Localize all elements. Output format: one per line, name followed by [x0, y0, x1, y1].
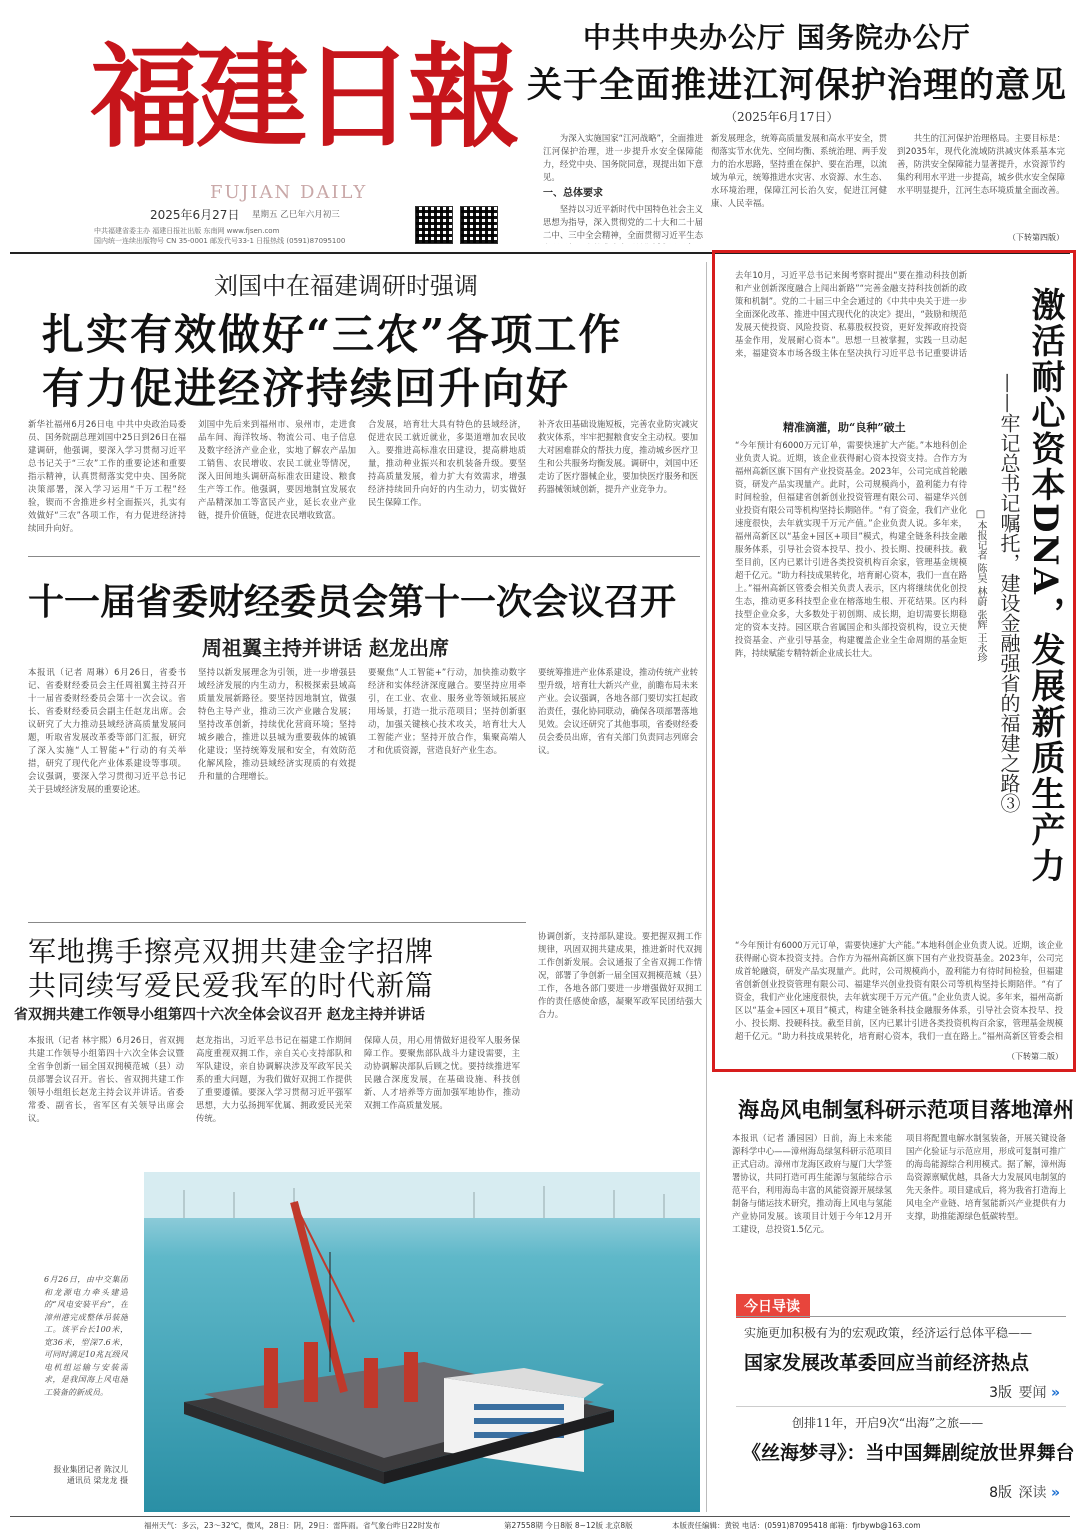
index-item1-link[interactable] — [989, 1382, 1060, 1402]
feature-section-title: 精准滴灌，助“良种”破土 — [783, 421, 906, 434]
masthead-date: 2025年6月27日 — [150, 208, 240, 222]
story4-col-1: 本报讯（记者 林宇熙）6月26日，省双拥共建工作领导小组第四十六次全体会议暨全省争创新一届全国双拥模范城（县）动员部署会议召开。省长、省双拥共建工作领导小组组长赵龙主持会议并讲话。省委常委、副省长，省军区有关领导出席会议。 — [28, 1035, 184, 1123]
masthead-info-1: 中共福建省委主办 福建日报社出版 东南网 www.fjsen.com — [94, 227, 280, 235]
story4-col-2: 赵龙指出，习近平总书记在福建工作期间高度重视双拥工作，亲自关心支持部队和军队建设，亲自协调解决涉及军政军民关系的重大问题，为我们做好双拥工作提供了重要遵循。要深入学习贯彻习近平强军思想，大力弘扬拥军优属、拥政爱民光荣传统。 — [196, 1035, 352, 1123]
chevron-right-icon: » — [1050, 1385, 1060, 1401]
feature-intro: 去年10月，习近平总书记来闽考察时提出“要在推动科技创新和产业创新深度融合上闯出新路”“完善金融支持科技创新的政策和机制”。党的二十届三中全会通过的《中共中央关于进一步全面深化改革、推进中国式现代化的决定》提出，“鼓励和规范发展天使投资、风险投资、私募股权投资，更好发挥政府投资基金作用，发展耐心资本”。思想一旦被掌握，实践一旦动起来，福建资本市场各级主体在坚决执行习近平总书记重要讲话 — [735, 270, 967, 358]
story-finance-committee — [28, 562, 700, 920]
story-liu-guozhong — [28, 262, 700, 552]
footer — [144, 1520, 1074, 1534]
divider-story3 — [28, 556, 700, 557]
today-index-tag: 今日导读 — [736, 1294, 810, 1318]
story-shuangyong — [14, 926, 704, 1166]
top-story-col-1: 为深入实施国家“江河战略”，全面推进江河保护治理，进一步提升水安全保障能力，经党中央、国务院同意，现提出如下意见。 一、总体要求 坚持以习近平新时代中国特色社会主义思想为指导，深入贯彻党的二十大和二十届二中、三中全会精神，全面贯彻习近平生态 — [543, 133, 703, 240]
feature-byline: □本报记者 陈昊 林蔚 张辉 王永珍 — [975, 509, 986, 663]
index-item1-page: 3版 — [989, 1385, 1013, 1401]
feature-body-wide: “今年预计有6000万元订单，需要快速扩大产能。”本地科创企业负责人说。近期，该企业获得耐心资本投资支持。合作方为福州高新区旗下国有产业投资基金。2023年，公司完成首轮融资，研发产品实现量产。此时，公司规模尚小，盈利能力有待时间检验，但福建省创新创业投资管理有限公司、福建华兴创业投资有限公司等机构坚持长期陪伴。“有了资金，我们产业化速度很快，去年就实现千万元产值。”企业负责人说。多年来，福州高新区以“基金+园区+项目”模式，构建全链条科技金融服务体系，引导社会资本投早、投小、投长期、投硬科技。截至目前，区内已累计引进各类投资机构百余家，管理基金规模超千亿元。“助力科技成果转化，培育耐心资本，我们一直在路上。”福州高新区管委会相 — [735, 940, 1063, 1041]
story4-headline-2: 共同续写爱民爱我军的时代新篇 — [28, 969, 435, 1002]
today-index-rule-2 — [736, 1406, 1066, 1407]
story3-col-2: 坚持以新发展理念为引领，进一步增强县域经济发展的内生动力，积极探索县域高质量发展新路径。要坚持因地制宜，做强特色主导产业，推动三次产业融合发展；坚持改革创新，持续优化营商环境；坚持城乡融合，推进以县城为重要载体的城镇化建设；坚持统筹发展和安全，有效防范化解风险，推动县域经济实现质的有效提升和量的合理增长。 — [198, 667, 356, 781]
index-item1-title[interactable]: 国家发展改革委回应当前经济热点 — [744, 1352, 1030, 1374]
masthead-weekday: 星期五 乙巳年六月初三 — [252, 210, 340, 220]
index-item2-section: 深读 — [1018, 1485, 1047, 1501]
story4-col-4: 协调创新，支持部队建设。要把握双拥工作规律，巩固双拥共建成果，推进新时代双拥工作创新发展。会议通报了全省双拥工作情况，部署了争创新一届全国双拥模范城（县）工作，各地各部门要进一步增强做好双拥工作的责任感使命感，凝聚军政军民团结强大合力。 — [538, 931, 702, 1019]
photo-credit-2: 通讯员 梁龙龙 摄 — [66, 1476, 128, 1485]
feature-vertical-subtitle: ——牢记总书记嘱托，建设金融强省的福建之路③ — [997, 373, 1021, 813]
divider-v-left — [706, 262, 707, 1512]
footer-issue: 第27558期 今日8版 8~12版 北京8版 — [504, 1521, 633, 1530]
story2-col-3: 合发展，培育壮大具有特色的县域经济，促进农民工就近就业，多渠道增加农民收入。要推进高标准农田建设，提高耕地质量，推动种业振兴和农机装备升级。要坚持高质量发展，着力扩大有效需求，增强经济持续回升向好的内生动力，切实做好民生保障工作。 — [368, 419, 526, 507]
top-story-jump: （下转第四版） — [1008, 233, 1064, 242]
feature-jump: （下转第二版） — [1007, 1052, 1063, 1061]
index-item1-kicker: 实施更加积极有为的宏观政策，经济运行总体平稳—— — [744, 1326, 1033, 1340]
index-item2-title[interactable]: 《丝海梦寻》：当中国舞剧绽放世界舞台 — [742, 1442, 1075, 1464]
footer-contact: 本版责任编辑：黄锐 电话：(0591)87095418 邮箱：fjrbywb@163.com — [672, 1521, 921, 1530]
story2-headline-1: 扎实有效做好“三农”各项工作 — [42, 310, 623, 359]
top-story — [525, 14, 1070, 246]
top-story-kicker: 中共中央办公厅 国务院办公厅 — [583, 21, 971, 54]
chevron-right-icon: » — [1050, 1485, 1060, 1501]
top-story-date: （2025年6月17日） — [725, 110, 839, 124]
divider-story4 — [28, 922, 526, 923]
story5-headline: 海岛风电制氢科研示范项目落地漳州 — [738, 1097, 1074, 1122]
story5-col-2: 项目将配置电解水制氢装备，开展关键设备国产化验证与示范应用，形成可复制可推广的海岛能源综合利用模式。据了解，漳州海岛资源禀赋优越，具备大力发展风电制氢的先天条件。项目建成后，将为我省打造海上风电全产业链、培育氢能新兴产业提供有力支撑，助推能源绿色低碳转型。 — [906, 1133, 1066, 1221]
story5-col-1: 本报讯（记者 潘园园）日前，海上未来能源科学中心——漳州海岛绿氢科研示范项目正式启动。漳州市龙海区政府与厦门大学签署协议，共同打造可再生能源与氢能综合示范平台，利用海岛丰富的风能资源开展绿氢制备与储运技术研究，推动海上风电与氢能产业协同发展。该项目计划于今年12月开工建设，总投资1.5亿元。 — [732, 1133, 892, 1234]
photo-caption: 6月26日，由中交集团和龙源电力牵头建造的“风电安装平台”，在漳州港完成整体吊装施工。该平台长100米，宽36米，型深7.6米，可同时满足10兆瓦级风电机组运输与安装需求，是我国海上风电施工装备的新成员。 报业集团记者 陈汉儿 通讯员 梁龙龙 摄 — [44, 1275, 128, 1485]
story3-subhead: 周祖翼主持并讲话 赵龙出席 — [202, 636, 449, 660]
photo-credit-1: 报业集团记者 陈汉儿 — [53, 1465, 128, 1474]
masthead — [20, 12, 520, 252]
top-story-headline: 关于全面推进江河保护治理的意见 — [527, 65, 1068, 106]
feature-body: “今年预计有6000万元订单，需要快速扩大产能。”本地科创企业负责人说。近期，该企业获得耐心资本投资支持。合作方为福州高新区旗下国有产业投资基金。2023年，公司完成首轮融资，研发产品实现量产。此时，公司规模尚小，盈利能力有待时间检验，但福建省创新创业投资管理有限公司、福建华兴创业投资有限公司等机构坚持长期陪伴。“有了资金，我们产业化速度很快，去年就实现千万元产值。”企业负责人说。多年来，福州高新区以“基金+园区+项目”模式，构建全链条科技金融服务体系，引导社会资本投早、投小、投长期、投硬科技。截至目前，区内已累计引进各类投资机构百余家，管理基金规模超千亿元。“助力科技成果转化，培育耐心资本，我们一直在路上。”福州高新区管委会相关负责人表示，区内将继续优化创投生态，推动更多科技型企业在榕落地生根、开花结果。区内科技型企业众多，大多数处于初创期、成长期，迫切需要长期稳定的资本支持。园区联合省属国企和头部投资机构，设立天使投资基金、产业引导基金，构建覆盖企业全生命周期的基金矩阵，持续赋能专精特新企业成长壮大。 — [735, 440, 967, 658]
footer-weather: 福州天气：多云，23～32℃，微风，28日：阴，29日：雷阵雨。省气象台昨日22时发布 — [144, 1521, 441, 1530]
qr-code-1 — [415, 206, 453, 244]
index-item2-link[interactable] — [989, 1482, 1060, 1502]
top-story-col-2: 新发展理念，统筹高质量发展和高水平安全，贯彻落实节水优先、空间均衡、系统治理、两手发力的治水思路，坚持重在保护、要在治理，以流域为单元，统筹推进水灾害、水资源、水生态、水环境治理，保障江河长治久安，促进江河健康、人民幸福。 — [711, 133, 887, 208]
story4-subhead: 省双拥共建工作领导小组第四十六次全体会议召开 赵龙主持并讲话 — [14, 1007, 425, 1023]
news-photo — [144, 1172, 700, 1512]
story2-col-4: 补齐农田基础设施短板，完善农业防灾减灾救灾体系，牢牢把握粮食安全主动权。要加大对困难群众的帮扶力度，推动城乡医疗卫生和公共服务均衡发展。调研中，刘国中还走访了医疗器械企业，要加快医疗服务和医药器械领域创新，提升产业竞争力。 — [538, 419, 698, 494]
story-hydrogen — [724, 1080, 1074, 1280]
qr-code-2 — [460, 206, 498, 244]
index-item1-section: 要闻 — [1018, 1385, 1047, 1401]
index-item2-page: 8版 — [989, 1485, 1013, 1501]
top-story-section: 一、总体要求 — [543, 188, 603, 199]
story2-col-1: 新华社福州6月26日电 中共中央政治局委员、国务院副总理刘国中25日到26日在福建调研，他强调，要深入学习贯彻习近平总书记关于“三农”工作的重要论述和重要指示精神，认真贯彻落实党中央、国务院决策部署，深入学习运用“千万工程”经验，锲而不舍推进乡村全面振兴，扎实有效做好“三农”各项工作，有力促进经济持续回升向好。 — [28, 419, 186, 533]
story3-col-3: 要聚焦“人工智能+”行动，加快推动数字经济和实体经济深度融合。要坚持应用牵引，在工业、农业、服务业等领域拓展应用场景，打造一批示范项目；坚持创新驱动，加强关键核心技术攻关，培育壮大人工智能产业；坚持开放合作，集聚高端人才和优质资源，营造良好产业生态。 — [368, 667, 526, 755]
divider-footer — [10, 1516, 1070, 1517]
feature-box — [712, 250, 1076, 1072]
story2-col-2: 刘国中先后来到福州市、泉州市，走进食品车间、海洋牧场、物流公司、电子信息及数字经济产业企业，实地了解农产品加工销售、农民增收、农民工就业等情况，深入田间地头调研高标准农田建设、粮食生产等工作。他强调，要因地制宜发展农产品精深加工等富民产业，延长农业产业链，提升价值链，促进农民增收致富。 — [198, 419, 356, 520]
story4-col-3: 保障人员，用心用情做好退役军人服务保障工作。要聚焦部队战斗力建设需要，主动协调解决部队后顾之忧。要持续推进军民融合深度发展，在基础设施、科技创新、人才培养等方面加强军地协作，推动双拥工作高质量发展。 — [364, 1035, 520, 1110]
story3-headline: 十一届省委财经委员会第十一次会议召开 — [28, 581, 677, 623]
masthead-logo: 福建日報 — [90, 32, 514, 163]
story3-col-4: 要统筹推进产业体系建设，推动传统产业转型升级，培育壮大新兴产业，前瞻布局未来产业。会议强调，各地各部门要切实扛起政治责任，强化协同联动，确保各项部署落地见效。会议还研究了其他事项，省委财经委员会委员出席，省有关部门负责同志列席会议。 — [538, 667, 698, 755]
masthead-pinyin: FUJIAN DAILY — [210, 182, 368, 203]
story2-kicker: 刘国中在福建调研时强调 — [214, 272, 478, 300]
masthead-info-2: 国内统一连续出版物号 CN 35-0001 邮发代号33-1 日报热线 (0591)87095100 — [94, 237, 346, 245]
story3-col-1: 本报讯（记者 周琳）6月26日，省委书记、省委财经委员会主任周祖翼主持召开十一届省委财经委员会第十一次会议。省长、省委财经委员会副主任赵龙出席。会议研究了大力推动县域经济高质量发展问题，听取省发展改革委等部门汇报，研究了深入实施“人工智能+”行动的有关举措，研究了现代化产业体系建设等事项。会议强调，要深入学习贯彻习近平总书记关于县域经济发展的重要论述。 — [28, 667, 186, 794]
today-index-rule — [736, 1316, 1066, 1317]
index-item2-kicker: 创排11年，开启9次“出海”之旅—— — [792, 1416, 984, 1430]
story2-headline-2: 有力促进经济持续回升向好 — [42, 364, 571, 413]
top-story-col-3: 共生的江河保护治理格局。主要目标是：到2035年，现代化流域防洪减灾体系基本完善，防洪安全保障能力显著提升，水资源节约集约利用水平进一步提高，城乡供水安全保障水平明显提升，江河生态环境质量全面改善。 — [897, 133, 1065, 195]
story4-headline-1: 军地携手擦亮双拥共建金字招牌 — [28, 935, 435, 968]
feature-vertical-title: 激活耐心资本DNA，发展新质生产力 — [1025, 287, 1065, 884]
photo-illustration — [144, 1172, 700, 1512]
today-index — [736, 1288, 1075, 1512]
